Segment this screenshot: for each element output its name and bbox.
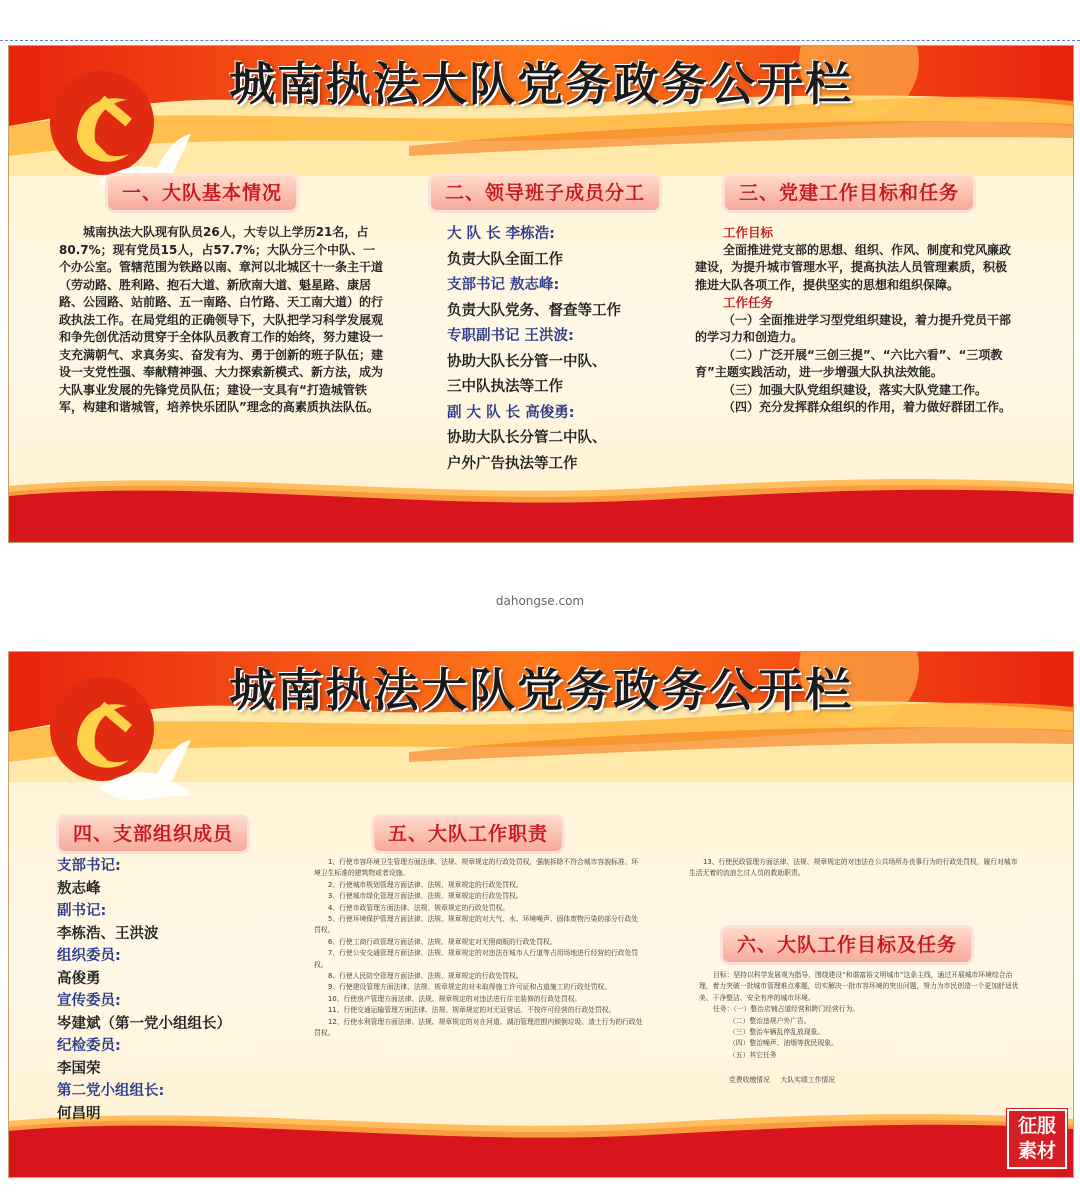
- goals-footer: 党费收缴情况 大队实绩工作情况: [729, 1076, 835, 1085]
- bulletin-board-bottom: [8, 651, 1074, 1178]
- stamp-line: 素材: [1017, 1140, 1056, 1162]
- party-goals-block: [695, 224, 1011, 417]
- member-role: 组织委员:: [57, 948, 121, 964]
- basic-info-text: 城南执法大队现有队员26人，大专以上学历21名，占80.7%；现有党员15人，占57.7%；大队分三个中队、一个办公室。管辖范围为铁路以南、章河以北城区十一条主干道（劳动路、胜利路、抱石大道、新欣南大道、魁星路、康居路、公园路、站前路、五一南路、白竹路、天工南大道）的行政执法工作。在局党组的正确领导下，大队把学习科学发展观和争先创优活动贯穿于全体队员教育工作的始终，努力建设一支充满朝气、求真务实、奋发有为、勇于创新的班子队伍；建设一支党性强、奉献精神强、大力探索新模式、新方法，成为大队事业发展的先锋党员队伍；建设一支具有“打造城管铁军，构建和谐城管，培养快乐团队”理念的高素质执法队伍。: [59, 225, 384, 414]
- duty-item: 8、行使人民防空管理方面法律、法规、规章规定的行政处罚权。: [328, 972, 523, 981]
- member-name: 敖志峰: [57, 880, 101, 897]
- goals-task: 任务：（一）整治店铺占道经营和跨门经营行为。: [713, 1005, 860, 1014]
- section-heading-duties: 五、大队工作职责: [374, 817, 562, 851]
- leader-role: 支部书记 敖志峰:: [447, 277, 560, 293]
- task-item: （一）全面推进学习型党组织建设，着力提升党员干部的学习力和创造力。: [695, 312, 1012, 344]
- member-role: 副书记:: [57, 903, 107, 919]
- section-heading-branch-members: 四、支部组织成员: [59, 817, 247, 851]
- member-name: 李栋浩、王洪波: [57, 925, 159, 942]
- board-title: 城南执法大队党务政务公开栏: [229, 57, 853, 111]
- watermark-text: dahongse.com: [495, 594, 585, 608]
- member-role: 支部书记:: [57, 858, 121, 874]
- board-title: 城南执法大队党务政务公开栏: [229, 663, 853, 717]
- member-role: 纪检委员:: [57, 1038, 121, 1054]
- section-heading-goals-tasks: 六、大队工作目标及任务: [723, 928, 971, 962]
- duty-item: 13、行使民政管理方面法律、法规、规章规定的对违法在公共场所办丧事行为的行政处罚权，履行对城市生活无着的流浪乞讨人员的救助职责。: [689, 858, 1018, 878]
- duty-item: 11、行使交通运输管理方面法律、法规、规章规定的对无证营运、不按许可经营的行政处罚权。: [328, 1006, 616, 1015]
- task-item: （四）充分发挥群众组织的作用，着力做好群团工作。: [723, 400, 1012, 414]
- duty-item: 3、行使城市绿化管理方面法律、法规、规章规定的行政处罚权。: [328, 892, 523, 901]
- task-label: 工作任务: [723, 295, 774, 310]
- task-item: （二）广泛开展“三创三提”、“六比六看”、“三项教育”主题实践活动，进一步增强大队执法效能。: [695, 347, 1003, 379]
- goals-task: （五）其它任务: [729, 1050, 777, 1059]
- leader-duty: 协助大队长分管二中队、: [447, 430, 607, 446]
- duty-item: 5、行使环境保护管理方面法律、法规、规章规定的对大气、水、环境噪声、固体废物污染的部分行政处罚权。: [314, 915, 639, 935]
- goals-task: （三）整治车辆乱停乱放现象。: [729, 1028, 825, 1037]
- goals-tasks-block: [699, 970, 1019, 1087]
- bulletin-board-top: [8, 45, 1074, 543]
- duties-list-continued: [689, 857, 1019, 880]
- member-name: 李国荣: [57, 1060, 101, 1077]
- member-name: 岑建斌（第一党小组组长）: [57, 1015, 231, 1032]
- bottom-decorative-band: [9, 472, 1073, 542]
- duty-item: 10、行使房产管理方面法律、法规、规章规定的对违法进行住宅装修的行政处罚权。: [328, 994, 582, 1003]
- duty-item: 9、行使建设管理方面法律、法规、规章规定的对未取得施工许可证和占道施工的行政处罚权。: [328, 983, 611, 992]
- member-role: 第二党小组组长:: [57, 1083, 165, 1099]
- goal-text: 全面推进党支部的思想、组织、作风、制度和党风廉政建设，为提升城市管理水平，提高执法人员管理素质，积极推进大队各项工作，提供坚实的思想和组织保障。: [695, 242, 1012, 292]
- leader-duty: 负责大队全面工作: [447, 251, 563, 268]
- crop-guide-line: [0, 40, 1080, 41]
- duty-item: 4、行使市政管理方面法律、法规、规章规定的行政处罚权。: [328, 903, 510, 912]
- section-heading-basic-info: 一、大队基本情况: [108, 176, 296, 210]
- goals-intro: 目标：坚持以科学发展观为指导，围绕建设“和谐富裕文明城市”这条主线，通过开展城市环境综合治理，着力突破一批城市管理难点难题，切实解决一批市容环境的突出问题，努力为市民创造一个更加舒适优美、干净整洁、安全有序的城市环境。: [699, 971, 1019, 1002]
- leader-role: 副 大 队 长 高俊勇:: [447, 404, 575, 421]
- leader-role: 大 队 长 李栋浩:: [447, 226, 555, 242]
- goal-label: 工作目标: [723, 225, 774, 240]
- goals-task: （二）整治违规户外广告。: [729, 1016, 811, 1025]
- duty-item: 7、行使公安交通管理方面法律、法规、规章规定的对违法在城市人行道等占用场地进行经营的行政处罚权。: [314, 949, 639, 969]
- duty-item: 6、行使工商行政管理方面法律、法规、规章规定对无照商贩的行政处罚权。: [328, 937, 557, 946]
- member-role: 宣传委员:: [57, 993, 121, 1009]
- leadership-list: [447, 222, 697, 477]
- branch-members-list: [57, 855, 307, 1125]
- goals-task: （四）整治噪声、油烟等扰民现象。: [729, 1039, 838, 1048]
- leader-duty: 户外广告执法等工作: [447, 455, 578, 472]
- member-name: 高俊勇: [57, 970, 101, 987]
- watermark-stamp: [1007, 1109, 1067, 1169]
- leader-duty: 协助大队长分管一中队、: [447, 353, 607, 370]
- leader-duty: 负责大队党务、督查等工作: [447, 302, 621, 319]
- leader-role: 专职副书记 王洪波:: [447, 328, 574, 344]
- duty-item: 1、行使市容环境卫生管理方面法律、法规、规章规定的行政处罚权，强制拆除不符合城市容貌标准、环境卫生标准的建筑物或者设施。: [314, 858, 639, 878]
- leader-duty: 三中队执法等工作: [447, 379, 563, 395]
- section-heading-leadership: 二、领导班子成员分工: [431, 176, 659, 210]
- section-heading-party-goals: 三、党建工作目标和任务: [725, 176, 973, 210]
- member-name: 何昌明: [57, 1105, 101, 1122]
- duties-list: [314, 857, 644, 1040]
- duty-item: 12、行使水利管理方面法律、法规、规章规定的对在河道、湖泊管理范围内倾倒垃圾、渣土行为的行政处罚权。: [314, 1017, 643, 1038]
- task-item: （三）加强大队党组织建设，落实大队党建工作。: [723, 382, 988, 397]
- duty-item: 2、行使城市规划管理方面法律、法规、规章规定的行政处罚权。: [328, 880, 523, 889]
- stamp-line: 征服: [1017, 1115, 1056, 1137]
- dove-icon: [79, 732, 199, 812]
